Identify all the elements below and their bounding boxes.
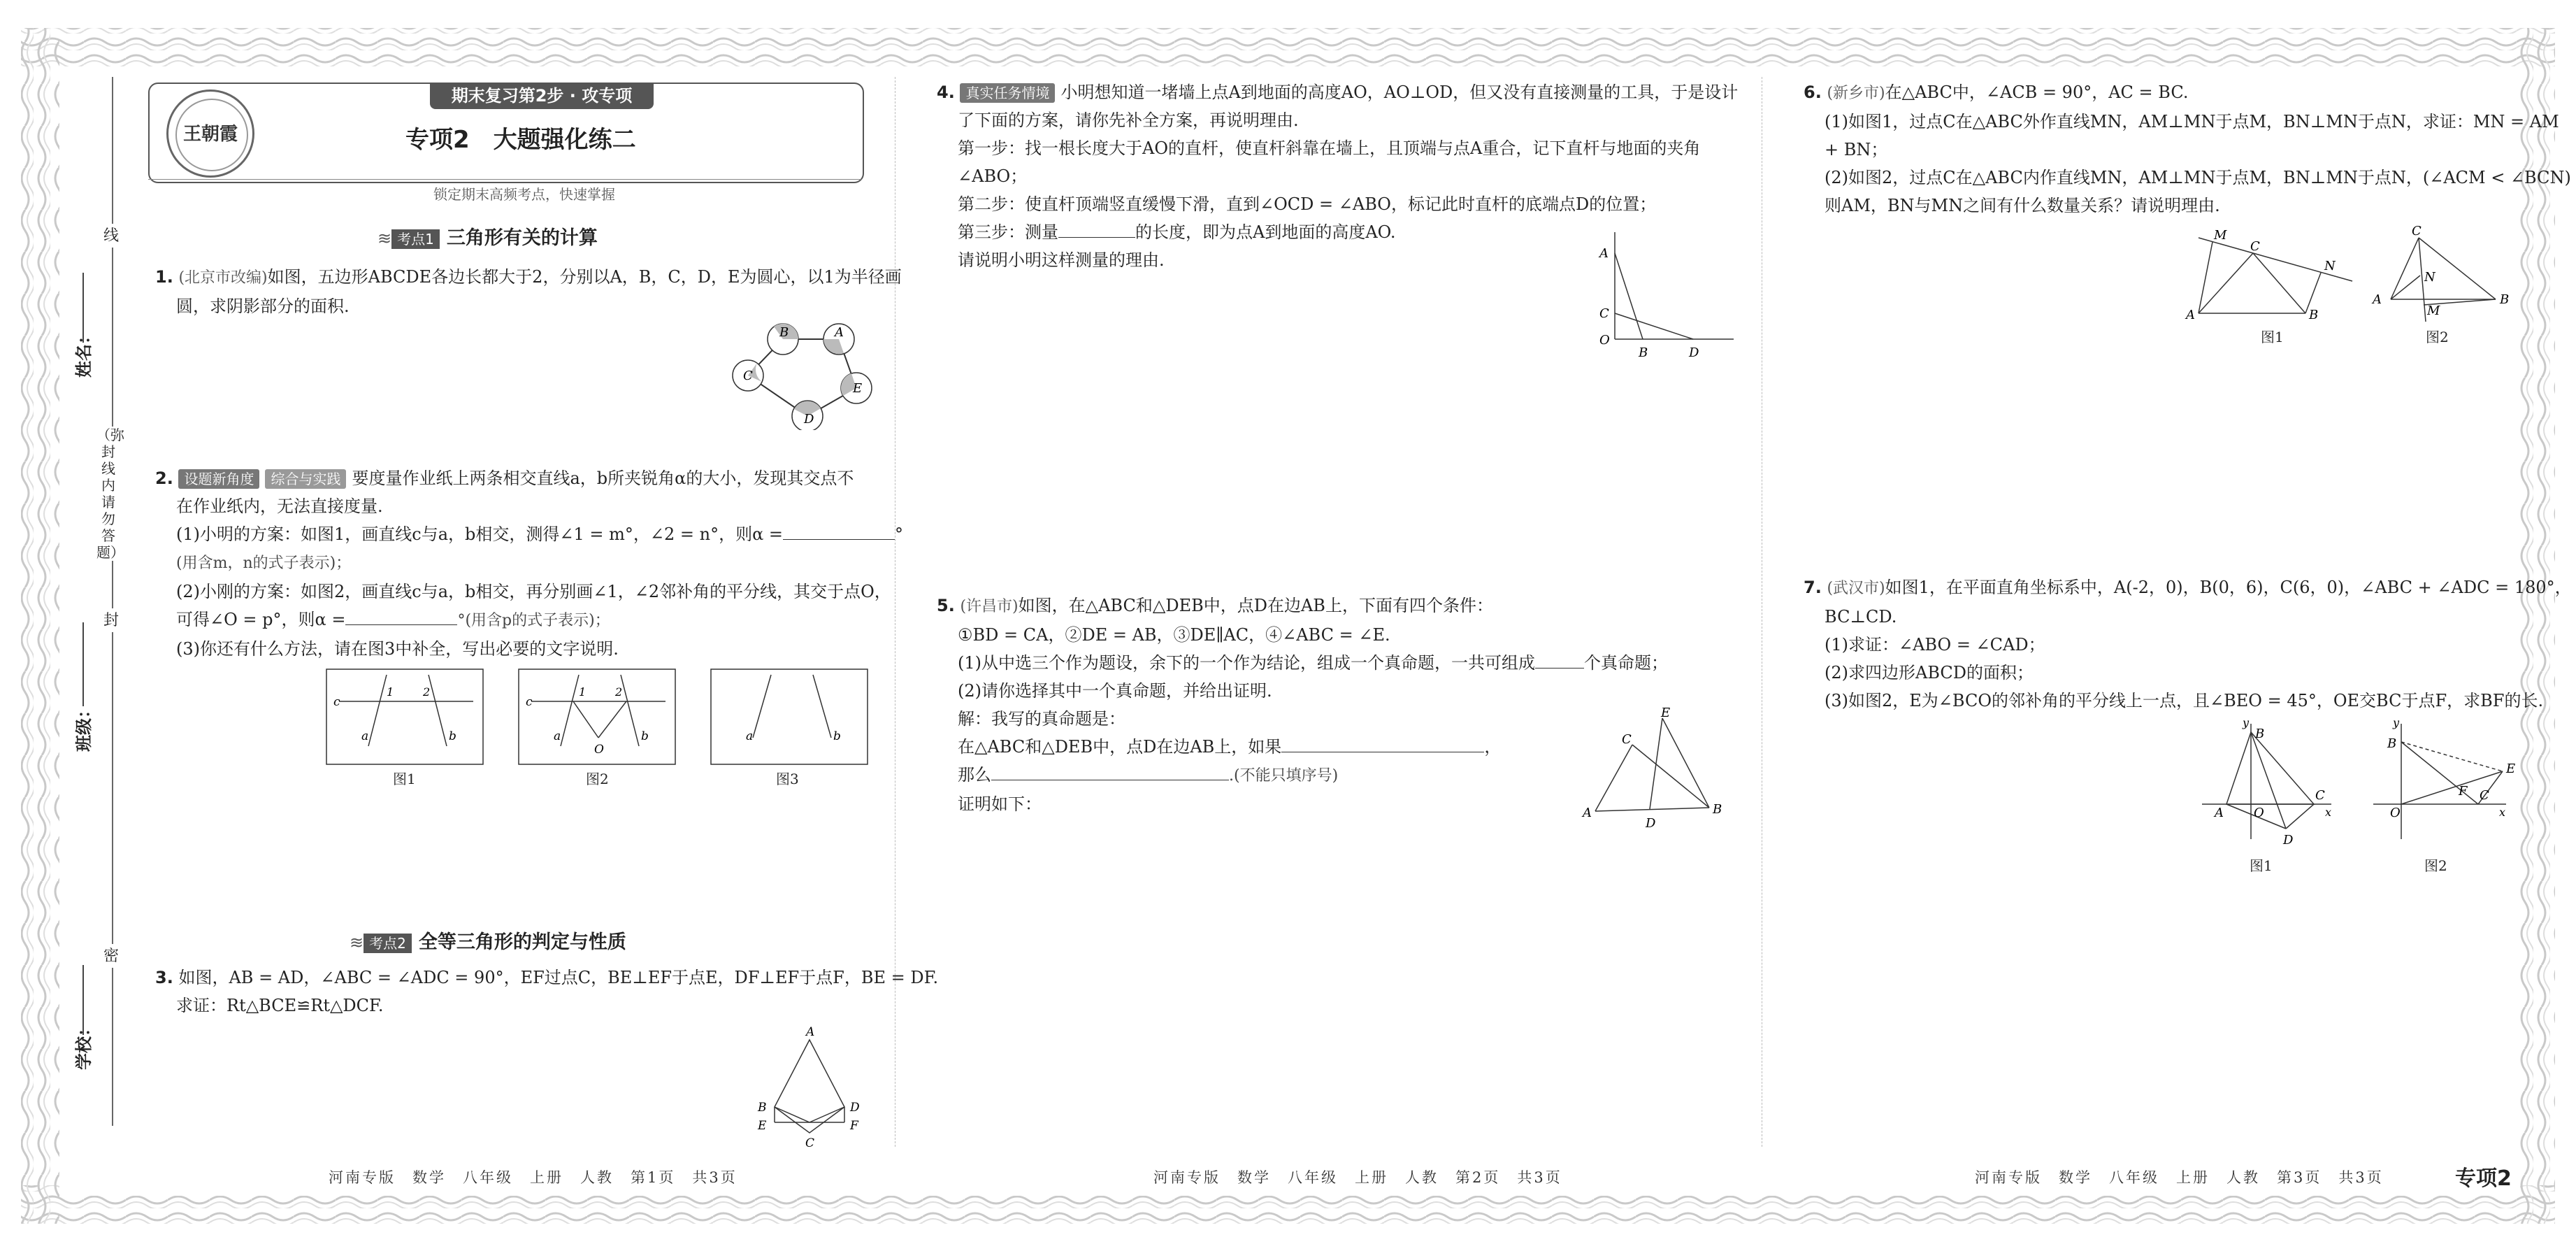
- q1-line1: 如图，五边形ABCDE各边长都大于2，分别以A，B，C，D，E为圆心，以1为半径画: [267, 267, 902, 287]
- publisher-logo: [166, 90, 254, 178]
- q6-fig1-caption: 图1: [2261, 329, 2284, 345]
- svg-text:B: B: [2387, 736, 2397, 751]
- svg-text:a: a: [361, 729, 369, 743]
- banner: 期末复习第2步 · 攻专项: [430, 83, 654, 109]
- question-3: [155, 964, 938, 1020]
- seal-label-line: 线: [103, 224, 120, 248]
- q5-line4: (2)请你选择其中一个真命题，并给出证明.: [958, 681, 1272, 701]
- q5-line7: 那么: [958, 765, 991, 785]
- label-C: C: [743, 369, 753, 383]
- q4-answer-blank[interactable]: [1058, 219, 1135, 238]
- page-subtitle: 锁定期末高频考点，快速掌握: [426, 183, 622, 203]
- name-label: 姓名：: [74, 327, 94, 378]
- q7-fig2-caption: 图2: [2424, 857, 2447, 874]
- svg-text:b: b: [449, 729, 456, 743]
- svg-text:E: E: [2506, 762, 2516, 776]
- seal-label-mi: 密: [103, 944, 120, 968]
- section-kaodian1: ≋ 考点1 三角形有关的计算: [377, 227, 598, 249]
- q4-line2: 了下面的方案，请你先补全方案，再说明理由.: [958, 110, 1299, 130]
- svg-text:E: E: [758, 1119, 767, 1133]
- q2-line1: 要度量作业纸上两条相交直线a，b所夹锐角α的大小，发现其交点不: [352, 469, 854, 488]
- q5-line2: ①BD = CA，②DE = AB，③DE∥AC，④∠ABC = ∠E.: [958, 625, 1390, 645]
- q6-figure-2: [2363, 224, 2517, 329]
- svg-text:M: M: [2427, 303, 2440, 318]
- q5-count-blank[interactable]: [1535, 650, 1584, 669]
- q2-figure-1: [325, 668, 486, 766]
- svg-text:C: C: [2315, 788, 2325, 803]
- label-E: E: [853, 381, 863, 396]
- logo-text: 王朝霞: [182, 124, 238, 145]
- svg-text:A: A: [2373, 292, 2382, 307]
- svg-text:N: N: [2324, 259, 2336, 273]
- q2-figure-3: [710, 668, 870, 766]
- q1-source: (北京市改编): [178, 269, 268, 287]
- svg-text:D: D: [1689, 345, 1699, 360]
- q7-figure-2: [2366, 717, 2517, 850]
- q5-line3: (1)从中选三个作为题设，余下的一个作为结论，组成一个真命题，一共可组成: [958, 653, 1535, 673]
- q1-line2: 圆，求阴影部分的面积.: [176, 296, 350, 316]
- q2-line3: (1)小明的方案：如图1，画直线c与a，b相交，测得∠1 = m°，∠2 = n°，则α =: [176, 524, 784, 544]
- svg-text:M: M: [2214, 228, 2227, 243]
- q3-line2: 求证：Rt△BCE≌Rt△DCF.: [176, 996, 384, 1015]
- q2-line7: (3)你还有什么方法，请在图3中补全，写出必要的文字说明.: [176, 639, 619, 659]
- q5-source: (许昌市): [960, 598, 1019, 615]
- q2-degree-1: °: [895, 524, 904, 544]
- q7-line1: 如图1，在平面直角坐标系中，A(-2，0)，B(0，6)，C(6，0)，∠ABC + ∠ADC = 180°，: [1885, 578, 2572, 597]
- svg-text:O: O: [1599, 333, 1610, 348]
- q6-line3: + BN；: [1825, 140, 1888, 159]
- svg-text:B: B: [1639, 345, 1648, 360]
- label-A: A: [835, 325, 844, 340]
- q6-fig2-caption: 图2: [2426, 329, 2449, 345]
- q6-line5: 则AM，BN与MN之间有什么数量关系？请说明理由.: [1825, 196, 2220, 215]
- label-D: D: [804, 412, 814, 427]
- svg-text:1: 1: [579, 685, 587, 699]
- page-title: 专项2 大题强化练二: [405, 126, 636, 154]
- question-6: [1804, 78, 2571, 220]
- q6-line4: (2)如图2，过点C在△ABC内作直线MN，AM⊥MN于点M，BN⊥MN于点N，(∠ACM < ∠BCN): [1825, 168, 2571, 187]
- svg-text:B: B: [1713, 802, 1722, 817]
- q2-fig1-caption: 图1: [393, 771, 416, 787]
- svg-text:2: 2: [423, 685, 431, 699]
- q7-line2: BC⊥CD.: [1825, 607, 1897, 627]
- q3-line1: 如图，AB = AD，∠ABC = ∠ADC = 90°，EF过点C，BE⊥EF于点E，DF⊥EF于点F，BE = DF.: [178, 968, 939, 987]
- class-field[interactable]: [82, 622, 84, 706]
- school-label: 学校：: [74, 1020, 94, 1070]
- q2-number: 2.: [155, 469, 173, 488]
- q6-line2: (1)如图1，过点C在△ABC外作直线MN，AM⊥MN于点M，BN⊥MN于点N，求证：MN = AM: [1825, 112, 2559, 131]
- q4-line1: 小明想知道一堵墙上点A到地面的高度AO，AO⊥OD，但又没有直接测量的工具，于是设计: [1060, 83, 1739, 102]
- svg-text:B: B: [2309, 308, 2319, 322]
- q5-line3-tail: 个真命题；: [1584, 653, 1668, 673]
- svg-text:x: x: [2325, 806, 2332, 819]
- kaodian2-title: 全等三角形的判定与性质: [418, 931, 626, 953]
- q4-line4: ∠ABO；: [958, 166, 1028, 186]
- q4-line6: 第三步：测量: [958, 222, 1058, 242]
- footer-page-2: 河南专版 数学 八年级 上册 人教 第2页 共3页: [1153, 1169, 1562, 1186]
- q5-line6: 在△ABC和△DEB中，点D在边AB上，如果: [958, 737, 1282, 757]
- svg-text:C: C: [805, 1136, 815, 1150]
- svg-text:C: C: [1622, 732, 1632, 747]
- q2-tag-practice: 综合与实践: [265, 469, 346, 489]
- question-1: [155, 263, 902, 320]
- section-kaodian2: ≋ 考点2 全等三角形的判定与性质: [350, 931, 626, 953]
- label-B: B: [779, 325, 789, 340]
- svg-text:D: D: [2283, 833, 2294, 848]
- q3-figure: [748, 1024, 874, 1154]
- svg-text:O: O: [2254, 806, 2264, 820]
- q4-figure: [1587, 224, 1741, 364]
- q2-figure-2: [517, 668, 678, 766]
- q2-answer-blank-1[interactable]: [783, 521, 895, 540]
- q7-line5: (3)如图2，E为∠BCO的邻补角的平分线上一点，且∠BEO = 45°，OE交BC于点F，求BF的长.: [1825, 691, 2544, 710]
- svg-text:x: x: [2499, 806, 2506, 819]
- q2-line2: 在作业纸内，无法直接度量.: [176, 496, 383, 516]
- question-7: [1804, 573, 2572, 715]
- page-mark: 专项2: [2455, 1166, 2512, 1191]
- kaodian1-tag: 考点1: [391, 229, 440, 249]
- seal-notice: （弥封线内请勿答题）: [96, 427, 124, 561]
- q6-line1: 在△ABC中，∠ACB = 90°，AC = BC.: [1885, 83, 2189, 102]
- svg-text:B: B: [758, 1101, 767, 1115]
- q1-number: 1.: [155, 267, 173, 287]
- svg-text:A: A: [806, 1025, 815, 1039]
- question-2: [155, 464, 903, 663]
- q4-line6-tail: 的长度，即为点A到地面的高度AO.: [1135, 222, 1396, 242]
- svg-text:F: F: [850, 1119, 858, 1133]
- q2-fig3-caption: 图3: [776, 771, 799, 787]
- svg-text:y: y: [2393, 717, 2400, 729]
- q2-line6-tail: °(用含p的式子表示)；: [457, 612, 610, 629]
- q7-line4: (2)求四边形ABCD的面积；: [1825, 663, 2034, 682]
- svg-text:A: A: [2186, 308, 2195, 322]
- svg-text:O: O: [2390, 806, 2401, 820]
- svg-text:B: B: [2500, 292, 2510, 307]
- q2-line4: (用含m，n的式子表示)；: [176, 555, 352, 572]
- svg-text:C: C: [2480, 788, 2489, 803]
- svg-text:C: C: [1599, 306, 1609, 321]
- svg-text:a: a: [554, 729, 561, 743]
- svg-text:A: A: [1583, 806, 1592, 820]
- q4-line3: 第一步：找一根长度大于AO的直杆，使直杆斜靠在墙上，且顶端与点A重合，记下直杆与地面的夹角: [958, 138, 1701, 158]
- q2-answer-blank-2[interactable]: [345, 606, 457, 625]
- kaodian2-tag: 考点2: [364, 934, 412, 953]
- q5-line7-tail: .(不能只填序号): [1229, 767, 1339, 785]
- svg-text:A: A: [1599, 246, 1609, 261]
- q7-figure-1: [2195, 717, 2335, 850]
- q1-pentagon-figure: [720, 318, 874, 430]
- svg-text:2: 2: [615, 685, 623, 699]
- q5-line8: 证明如下：: [958, 794, 1042, 814]
- name-field[interactable]: [82, 273, 84, 343]
- q4-tag: 真实任务情境: [960, 83, 1055, 103]
- q2-fig2-caption: 图2: [586, 771, 609, 787]
- q5-number: 5.: [937, 596, 955, 615]
- q6-figure-1: [2185, 224, 2359, 329]
- q7-fig1-caption: 图1: [2250, 857, 2273, 874]
- svg-text:1: 1: [387, 685, 394, 699]
- svg-text:D: D: [1646, 816, 1656, 831]
- footer-page-1: 河南专版 数学 八年级 上册 人教 第1页 共3页: [329, 1169, 737, 1186]
- question-5: [937, 592, 1671, 818]
- svg-text:b: b: [641, 729, 649, 743]
- kaodian1-title: 三角形有关的计算: [446, 227, 598, 249]
- q6-source: (新乡市): [1827, 85, 1885, 102]
- svg-text:C: C: [2412, 224, 2422, 238]
- q7-number: 7.: [1804, 578, 1822, 597]
- q5-condition-blank[interactable]: [1281, 734, 1484, 752]
- q5-line5: 解：我写的真命题是：: [958, 709, 1125, 729]
- footer-page-3: 河南专版 数学 八年级 上册 人教 第3页 共3页: [1975, 1169, 2384, 1186]
- q5-line6-tail: ，: [1484, 737, 1502, 757]
- svg-text:a: a: [746, 729, 754, 743]
- svg-text:c: c: [333, 695, 340, 709]
- svg-text:C: C: [2250, 239, 2260, 254]
- q5-conclusion-blank[interactable]: [991, 762, 1229, 780]
- q7-line3: (1)求证：∠ABO = ∠CAD；: [1825, 635, 2045, 655]
- svg-text:B: B: [2255, 727, 2265, 741]
- school-field[interactable]: [82, 965, 84, 1035]
- svg-text:y: y: [2243, 717, 2250, 729]
- svg-text:b: b: [833, 729, 841, 743]
- q2-line6: 可得∠O = p°，则α =: [176, 610, 346, 629]
- q3-number: 3.: [155, 968, 173, 987]
- q6-number: 6.: [1804, 83, 1822, 102]
- q7-source: (武汉市): [1827, 580, 1885, 597]
- svg-text:N: N: [2424, 270, 2435, 285]
- class-label: 班级：: [74, 701, 94, 752]
- q5-line1: 如图，在△ABC和△DEB中，点D在边AB上，下面有四个条件：: [1018, 596, 1493, 615]
- q5-figure: [1580, 703, 1734, 843]
- svg-text:D: D: [850, 1101, 860, 1115]
- q2-line5: (2)小刚的方案：如图2，画直线c与a，b相交，再分别画∠1，∠2邻补角的平分线，其交于点O，: [176, 582, 891, 601]
- svg-text:O: O: [594, 743, 604, 757]
- svg-text:c: c: [526, 695, 533, 709]
- svg-text:E: E: [1661, 706, 1671, 720]
- q4-number: 4.: [937, 83, 955, 102]
- svg-text:A: A: [2215, 806, 2224, 820]
- q4-line5: 第二步：使直杆顶端竖直缓慢下滑，直到∠OCD = ∠ABO，标记此时直杆的底端点D的位置；: [958, 194, 1657, 214]
- svg-text:F: F: [2459, 784, 2468, 799]
- seal-label-feng: 封: [103, 608, 120, 632]
- q4-line7: 请说明小明这样测量的理由.: [958, 250, 1165, 270]
- q2-tag-new-angle: 设题新角度: [178, 469, 259, 489]
